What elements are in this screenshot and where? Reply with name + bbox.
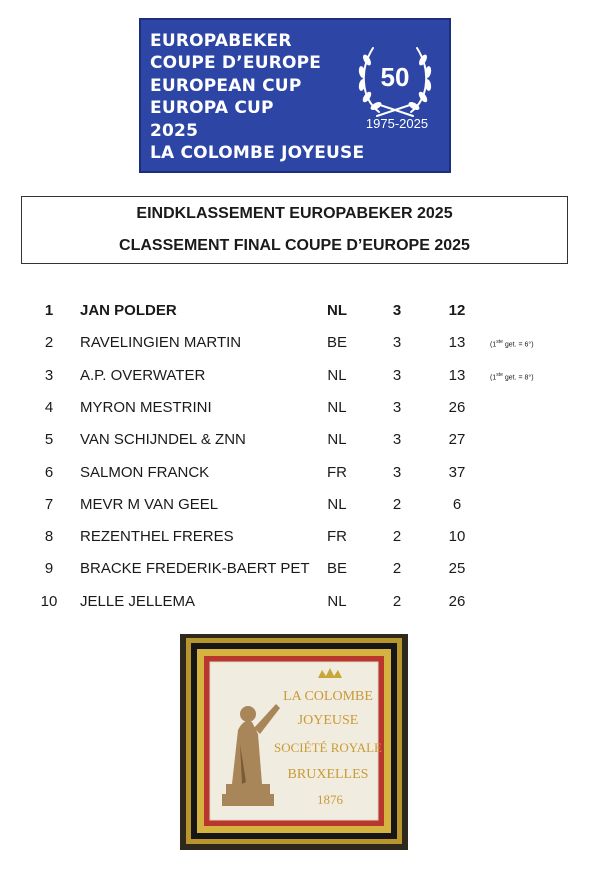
tiebreak-note: (1ste get. = 6°) — [490, 339, 534, 349]
tiebreak-note: (1ste get. = 8°) — [490, 371, 534, 381]
ranking-row — [0, 520, 600, 552]
name-cell: JELLE JELLEMA — [80, 592, 196, 610]
country-cell: NL — [327, 366, 347, 384]
banner-line: LA COLOMBE JOYEUSE — [150, 143, 365, 164]
banner-line: EUROPABEKER — [150, 31, 292, 51]
ranking-row — [0, 552, 600, 584]
banner-line: COUPE D’EUROPE — [150, 53, 322, 74]
name-cell: BRACKE FREDERIK-BAERT PET — [80, 560, 310, 578]
title-french: CLASSEMENT FINAL COUPE D’EUROPE 2025 — [119, 237, 470, 254]
prizes-cell: 3 — [392, 398, 402, 416]
name-cell: A.P. OVERWATER — [80, 366, 206, 384]
prizes-cell: 3 — [392, 302, 402, 319]
ranking-row — [0, 326, 600, 358]
name-cell: RAVELINGIEN MARTIN — [80, 334, 242, 352]
country-cell: NL — [327, 495, 347, 513]
prizes-cell: 2 — [392, 560, 402, 578]
rank-cell: 9 — [44, 560, 54, 578]
flag-line: 1876 — [317, 792, 343, 807]
country-cell: NL — [327, 592, 347, 610]
banner-line: 2025 — [150, 120, 199, 141]
anniversary-number: 50 — [380, 62, 410, 92]
rank-cell: 1 — [44, 302, 54, 319]
points-cell: 25 — [448, 560, 466, 578]
prizes-cell: 2 — [392, 592, 402, 610]
rank-cell: 3 — [44, 366, 54, 384]
rank-cell: 10 — [40, 592, 58, 610]
country-cell: BE — [326, 334, 347, 352]
rank-cell: 4 — [44, 398, 54, 416]
country-cell: BE — [326, 560, 347, 578]
prizes-cell: 2 — [392, 495, 402, 513]
ranking-row — [0, 423, 600, 455]
prizes-cell: 3 — [392, 366, 402, 384]
rank-cell: 5 — [44, 431, 54, 449]
points-cell: 27 — [448, 431, 466, 449]
points-cell: 13 — [448, 334, 466, 352]
points-cell: 10 — [448, 528, 466, 546]
country-cell: NL — [327, 302, 347, 319]
flag-line: JOYEUSE — [297, 713, 359, 728]
name-cell: MYRON MESTRINI — [80, 398, 212, 416]
rank-cell: 7 — [44, 495, 54, 513]
ranking-row — [0, 488, 600, 520]
title-box — [21, 196, 568, 264]
flag-line: BRUXELLES — [287, 767, 369, 782]
ranking-row — [0, 391, 600, 423]
banner-line: EUROPEAN CUP — [150, 75, 302, 96]
prizes-cell: 2 — [392, 528, 402, 546]
points-cell: 13 — [448, 366, 466, 384]
title-dutch: EINDKLASSEMENT EUROPABEKER 2025 — [136, 205, 453, 222]
ranking-row — [0, 359, 600, 391]
name-cell: MEVR M VAN GEEL — [80, 495, 219, 513]
laurel-wreath-icon — [349, 32, 441, 124]
country-cell: FR — [327, 463, 347, 481]
name-cell: VAN SCHIJNDEL & ZNN — [80, 431, 246, 449]
country-cell: NL — [327, 431, 347, 449]
ranking-row — [0, 456, 600, 488]
points-cell: 26 — [448, 592, 466, 610]
rank-cell: 6 — [44, 463, 54, 481]
name-cell: SALMON FRANCK — [80, 463, 210, 481]
flag-line: LA COLOMBE — [283, 689, 373, 704]
ranking-row — [0, 585, 600, 617]
points-cell: 6 — [452, 495, 462, 513]
points-cell: 12 — [448, 302, 466, 319]
name-cell: JAN POLDER — [80, 302, 177, 319]
rank-cell: 2 — [44, 334, 54, 352]
flag-image — [180, 634, 408, 850]
prizes-cell: 3 — [392, 334, 402, 352]
flag-line: SOCIÉTÉ ROYALE — [274, 740, 382, 755]
banner-text — [150, 30, 364, 164]
country-cell: FR — [327, 528, 347, 546]
prizes-cell: 3 — [392, 463, 402, 481]
europabeker-banner — [139, 18, 451, 173]
ranking-row — [0, 294, 600, 326]
banner-years: 1975-2025 — [365, 116, 429, 131]
rank-cell: 8 — [44, 528, 54, 546]
points-cell: 26 — [448, 398, 466, 416]
country-cell: NL — [327, 398, 347, 416]
points-cell: 37 — [448, 463, 466, 481]
name-cell: REZENTHEL FRERES — [80, 528, 234, 546]
banner-line: EUROPA CUP — [150, 98, 274, 119]
flag-photo — [180, 634, 408, 850]
prizes-cell: 3 — [392, 431, 402, 449]
